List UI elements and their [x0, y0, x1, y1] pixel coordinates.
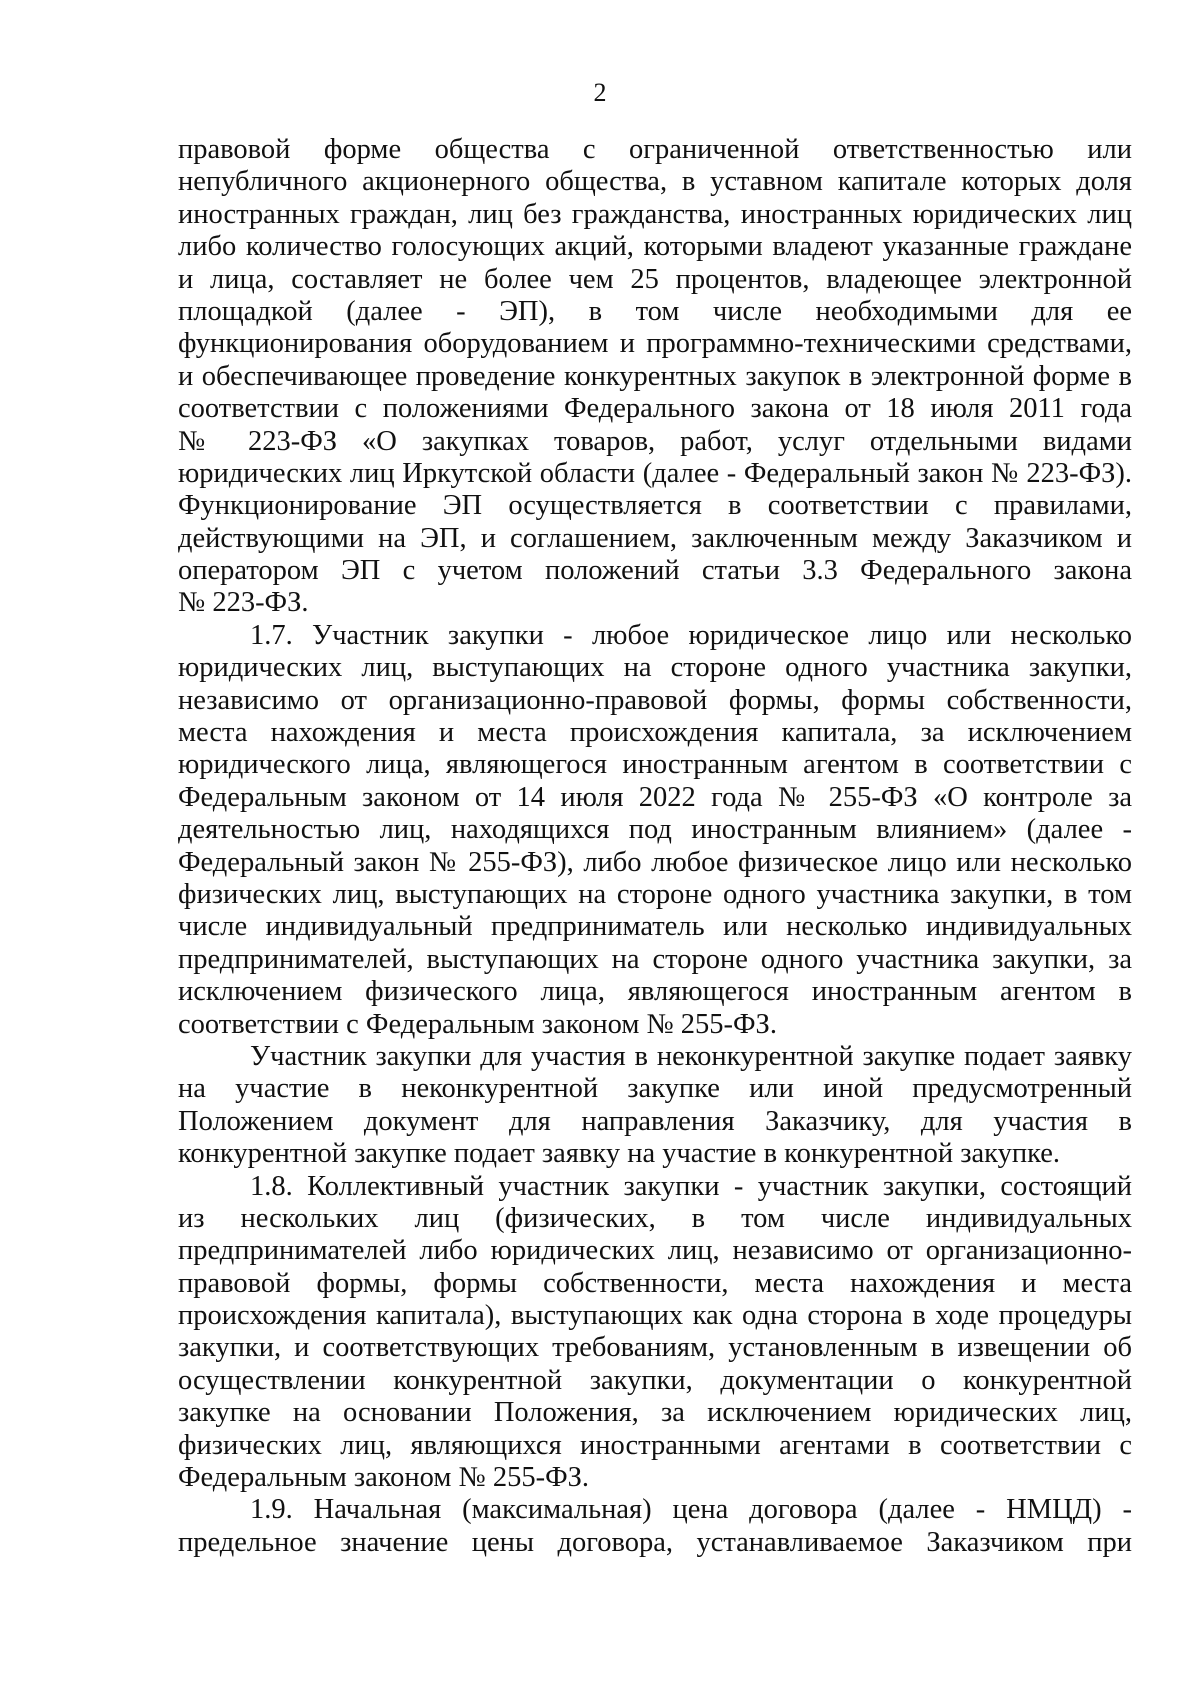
- text-line: действующими на ЭП, и соглашением, заключенным между Заказчиком и: [178, 522, 1132, 554]
- text-line: закупке на основании Положения, за исключением юридических лиц,: [178, 1397, 1132, 1429]
- text-line: функционирования оборудованием и программно-техническими средствами,: [178, 328, 1132, 360]
- text-line: либо количество голосующих акций, которыми владеют указанные граждане: [178, 231, 1132, 263]
- text-line: 1.9. Начальная (максимальная) цена договора (далее - НМЦД) -: [250, 1494, 1132, 1526]
- text-line: места нахождения и места происхождения капитала, за исключением: [178, 717, 1132, 749]
- text-line: правовой формы, формы собственности, места нахождения и места: [178, 1267, 1132, 1299]
- text-line: № 223-ФЗ «О закупках товаров, работ, услуг отдельными видами: [178, 425, 1132, 457]
- text-line: № 223-ФЗ.: [178, 587, 309, 619]
- text-line: Федеральный закон № 255-ФЗ), либо любое физическое лицо или несколько: [178, 846, 1132, 878]
- text-line: Положением документ для направления Заказчику, для участия в: [178, 1105, 1132, 1137]
- text-line: непубличного акционерного общества, в уставном капитале которых доля: [178, 166, 1132, 198]
- text-line: юридического лица, являющегося иностранным агентом в соответствии с: [178, 749, 1132, 781]
- text-line: соответствии с Федеральным законом № 255-ФЗ.: [178, 1008, 777, 1040]
- text-line: из нескольких лиц (физических, в том числе индивидуальных: [178, 1202, 1132, 1234]
- text-line: Участник закупки для участия в неконкурентной закупке подает заявку: [250, 1040, 1132, 1072]
- text-line: деятельностью лиц, находящихся под иностранным влиянием» (далее -: [178, 814, 1132, 846]
- text-line: числе индивидуальный предприниматель или несколько индивидуальных: [178, 911, 1132, 943]
- paragraph-clause-1-9: [178, 1494, 1132, 1559]
- text-line: предпринимателей либо юридических лиц, независимо от организационно-: [178, 1235, 1132, 1267]
- text-line: площадкой (далее - ЭП), в том числе необходимыми для ее: [178, 295, 1132, 327]
- page-number: 2: [593, 78, 607, 107]
- text-line: 1.8. Коллективный участник закупки - участник закупки, состоящий: [250, 1170, 1132, 1202]
- text-line: происхождения капитала), выступающих как одна сторона в ходе процедуры: [178, 1300, 1132, 1332]
- text-line: физических лиц, являющихся иностранными агентами в соответствии с: [178, 1429, 1132, 1461]
- document-body: [178, 134, 1132, 1559]
- text-line: Функционирование ЭП осуществляется в соответствии с правилами,: [178, 490, 1132, 522]
- text-line: предпринимателей, выступающих на стороне одного участника закупки, за: [178, 943, 1132, 975]
- paragraph-participant-application: [178, 1041, 1132, 1171]
- text-line: Федеральным законом № 255-ФЗ.: [178, 1462, 590, 1494]
- text-line: юридических лиц Иркутской области (далее - Федеральный закон № 223-ФЗ).: [178, 457, 1132, 489]
- text-line: на участие в неконкурентной закупке или иной предусмотренный: [178, 1073, 1132, 1105]
- text-line: исключением физического лица, являющегося иностранным агентом в: [178, 976, 1132, 1008]
- text-line: соответствии с положениями Федерального закона от 18 июля 2011 года: [178, 393, 1132, 425]
- text-line: правовой форме общества с ограниченной ответственностью или: [178, 134, 1132, 165]
- text-line: оператором ЭП с учетом положений статьи 3.3 Федерального закона: [178, 555, 1132, 587]
- paragraph-continuation: [178, 134, 1132, 620]
- text-line: физических лиц, выступающих на стороне одного участника закупки, в том: [178, 878, 1132, 910]
- text-line: иностранных граждан, лиц без гражданства, иностранных юридических лиц: [178, 198, 1132, 230]
- text-line: Федеральным законом от 14 июля 2022 года № 255-ФЗ «О контроле за: [178, 781, 1132, 813]
- text-line: осуществлении конкурентной закупки, документации о конкурентной: [178, 1364, 1132, 1396]
- paragraph-clause-1-7: [178, 620, 1132, 1041]
- text-line: 1.7. Участник закупки - любое юридическое лицо или несколько: [250, 619, 1132, 651]
- text-line: предельное значение цены договора, устанавливаемое Заказчиком при: [178, 1526, 1132, 1558]
- text-line: конкурентной закупке подает заявку на участие в конкурентной закупке.: [178, 1138, 1061, 1170]
- paragraph-clause-1-8: [178, 1171, 1132, 1495]
- text-line: закупки, и соответствующих требованиям, установленным в извещении об: [178, 1332, 1132, 1364]
- text-line: и лица, составляет не более чем 25 процентов, владеющее электронной: [178, 263, 1132, 295]
- text-line: независимо от организационно-правовой формы, формы собственности,: [178, 684, 1132, 716]
- text-line: и обеспечивающее проведение конкурентных закупок в электронной форме в: [178, 360, 1132, 392]
- text-line: юридических лиц, выступающих на стороне одного участника закупки,: [178, 652, 1132, 684]
